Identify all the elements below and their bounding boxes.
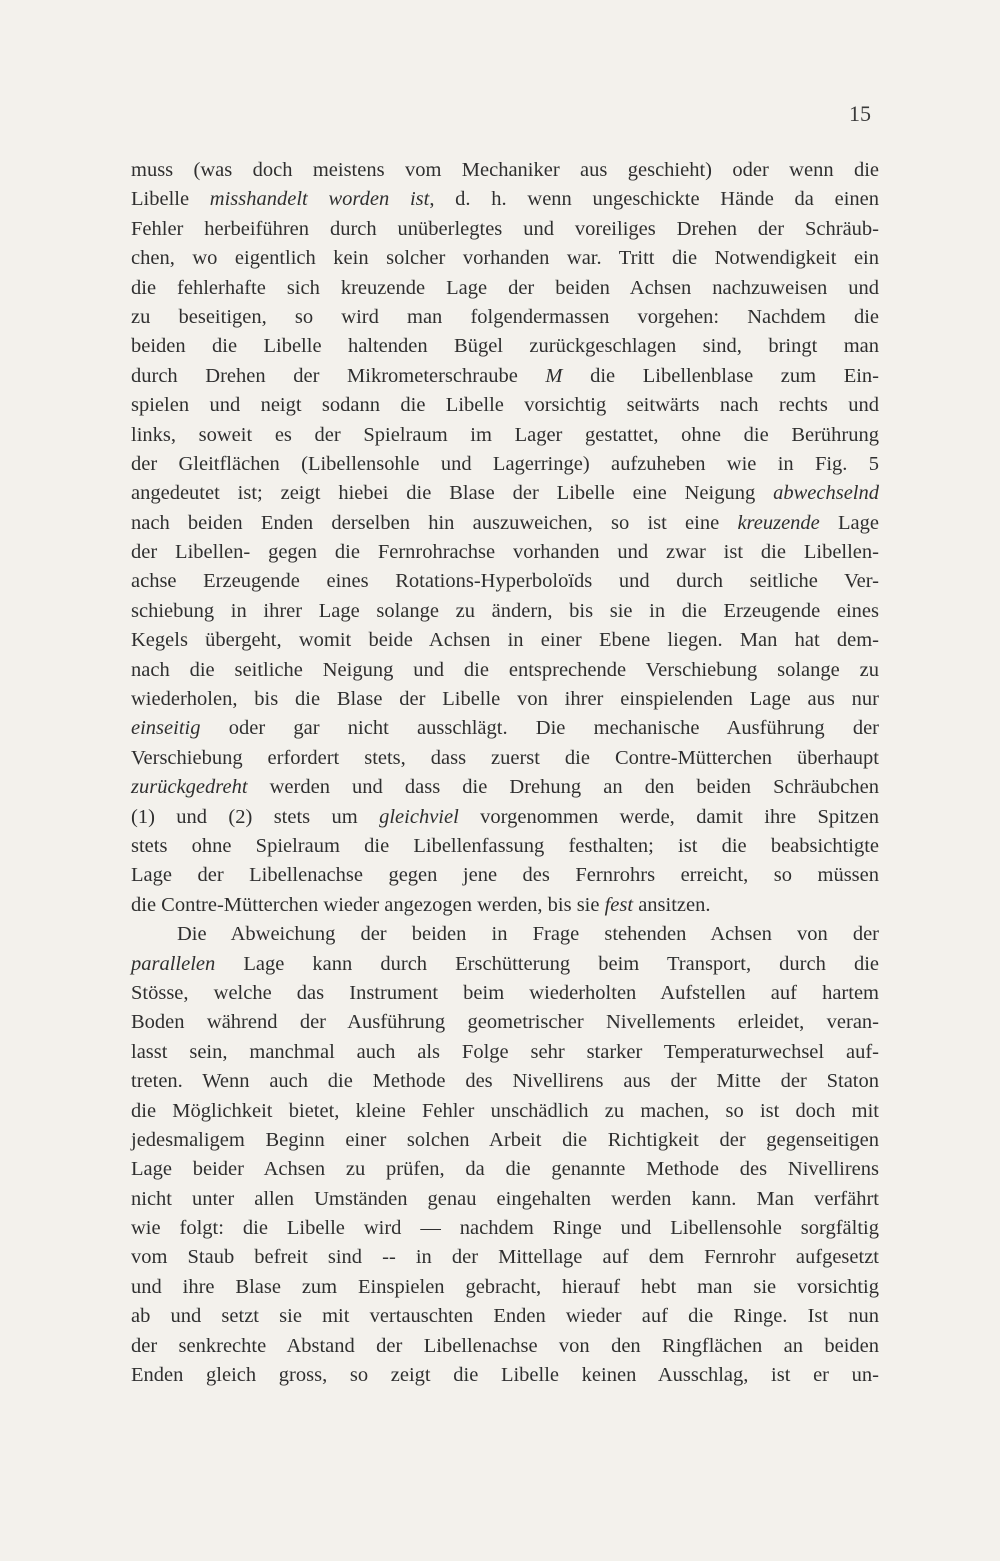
text-line	[131, 1302, 879, 1331]
text-segment: wie folgt: die Libelle wird — nachdem Ringe und Libellensohle sorgfältig	[131, 1217, 879, 1240]
text-line	[131, 1332, 879, 1361]
text-line	[131, 215, 879, 244]
text-segment: und ihre Blase zum Einspielen gebracht, hierauf hebt man sie vorsichtig	[131, 1275, 879, 1298]
text-segment: Libelle	[131, 188, 210, 211]
text-line	[131, 1361, 879, 1390]
text-line	[131, 1243, 879, 1272]
text-line	[131, 979, 879, 1008]
text-line	[131, 1273, 879, 1302]
text-segment: angedeutet ist; zeigt hiebei die Blase der Libelle eine Neigung	[131, 482, 774, 505]
italic-text: einseitig	[131, 717, 201, 740]
text-segment: , d. h. wenn ungeschickte Hände da einen	[429, 188, 879, 211]
italic-text: gleichviel	[379, 805, 459, 828]
text-segment: Die Abweichung der beiden in Frage stehenden Achsen von der	[177, 923, 879, 946]
text-segment: die fehlerhafte sich kreuzende Lage der beiden Achsen nachzuweisen und	[131, 276, 879, 299]
text-line	[131, 567, 879, 596]
text-segment: beiden die Libelle haltenden Bügel zurückgeschlagen sind, bringt man	[131, 335, 879, 358]
text-line	[131, 303, 879, 332]
text-line	[131, 685, 879, 714]
text-segment: der Gleitflächen (Libellensohle und Lagerringe) aufzuheben wie in Fig. 5	[131, 452, 879, 475]
body-text	[131, 156, 879, 1390]
text-line	[131, 832, 879, 861]
text-segment: Enden gleich gross, so zeigt die Libelle keinen Ausschlag, ist er un-	[131, 1364, 879, 1387]
text-line	[131, 538, 879, 567]
text-segment: Lage	[819, 511, 879, 534]
text-line	[131, 626, 879, 655]
text-line	[131, 421, 879, 450]
text-line	[131, 1038, 879, 1067]
text-segment: oder gar nicht ausschlägt. Die mechanische Ausführung der	[200, 717, 879, 740]
text-segment: chen, wo eigentlich kein solcher vorhanden war. Tritt die Notwendigkeit ein	[131, 247, 879, 270]
text-line	[131, 156, 879, 185]
text-line	[131, 773, 879, 802]
text-line	[131, 656, 879, 685]
text-segment: jedesmaligem Beginn einer solchen Arbeit die Richtigkeit der gegenseitigen	[131, 1128, 879, 1151]
text-line	[131, 479, 879, 508]
text-segment: durch Drehen der Mikrometerschraube	[131, 364, 546, 387]
text-segment: muss (was doch meistens vom Mechaniker aus geschieht) oder wenn die	[131, 159, 879, 181]
text-line	[131, 244, 879, 273]
text-line	[131, 1214, 879, 1243]
text-segment: treten. Wenn auch die Methode des Nivellirens aus der Mitte der Staton	[131, 1070, 879, 1093]
text-segment: achse Erzeugende eines Rotations-Hyperboloïds und durch seitliche Ver-	[131, 570, 879, 593]
text-segment: ab und setzt sie mit vertauschten Enden wieder auf die Ringe. Ist nun	[131, 1305, 879, 1328]
text-segment: schiebung in ihrer Lage solange zu ändern, bis sie in die Erzeugende eines	[131, 599, 879, 622]
text-segment: Lage beider Achsen zu prüfen, da die genannte Methode des Nivellirens	[131, 1158, 879, 1181]
text-line	[131, 274, 879, 303]
text-line	[131, 332, 879, 361]
italic-text: abwechselnd	[773, 482, 879, 505]
text-line	[131, 362, 879, 391]
text-segment: Kegels übergeht, womit beide Achsen in einer Ebene liegen. Man hat dem-	[131, 629, 879, 652]
italic-text: fest	[604, 893, 634, 916]
italic-text: M	[545, 364, 563, 387]
text-line	[131, 1008, 879, 1037]
text-line	[131, 1067, 879, 1096]
text-line	[131, 744, 879, 773]
text-line	[131, 450, 879, 479]
text-segment: die Contre-Mütterchen wieder angezogen werden, bis sie	[131, 893, 605, 916]
text-segment: nicht unter allen Umständen genau eingehalten werden kann. Man verfährt	[131, 1187, 879, 1210]
text-line	[131, 185, 879, 214]
text-segment: vom Staub befreit sind -- in der Mittellage auf dem Fernrohr aufgesetzt	[131, 1246, 879, 1269]
text-segment: lasst sein, manchmal auch als Folge sehr starker Temperaturwechsel auf-	[131, 1040, 879, 1063]
text-segment: der Libellen- gegen die Fernrohrachse vorhanden und zwar ist die Libellen-	[131, 541, 879, 564]
text-segment: wiederholen, bis die Blase der Libelle von ihrer einspielenden Lage aus nur	[131, 688, 879, 711]
text-segment: vorgenommen werde, damit ihre Spitzen	[458, 805, 879, 828]
text-segment: werden und dass die Drehung an den beiden Schräubchen	[247, 776, 879, 799]
text-segment: die Libellenblase zum Ein-	[562, 364, 879, 387]
text-line	[131, 1155, 879, 1184]
text-line	[131, 920, 879, 949]
text-segment: Fehler herbeiführen durch unüberlegtes und voreiliges Drehen der Schräub-	[131, 217, 879, 240]
text-line	[131, 891, 879, 920]
italic-text: parallelen	[131, 952, 216, 975]
text-segment: die Möglichkeit bietet, kleine Fehler unschädlich zu machen, so ist doch mit	[131, 1099, 879, 1122]
text-line	[131, 509, 879, 538]
text-segment: zu beseitigen, so wird man folgendermassen vorgehen: Nachdem die	[131, 305, 879, 328]
text-line	[131, 597, 879, 626]
text-line	[131, 391, 879, 420]
text-segment: stets ohne Spielraum die Libellenfassung festhalten; ist die beabsichtigte	[131, 834, 879, 857]
italic-text: misshandelt worden ist	[209, 188, 430, 211]
text-segment: nach die seitliche Neigung und die entsprechende Verschiebung solange zu	[131, 658, 879, 681]
text-segment: (1) und (2) stets um	[131, 805, 380, 828]
text-segment: Verschiebung erfordert stets, dass zuerst die Contre-Mütterchen überhaupt	[131, 746, 879, 769]
text-segment: Lage der Libellenachse gegen jene des Fernrohrs erreicht, so müssen	[131, 864, 879, 887]
text-segment: Stösse, welche das Instrument beim wiederholten Aufstellen auf hartem	[131, 981, 879, 1004]
page-number: 15	[849, 101, 871, 126]
text-line	[131, 1126, 879, 1155]
italic-text: zurückgedreht	[131, 776, 248, 799]
text-segment: ansitzen.	[633, 893, 711, 916]
text-segment: Boden während der Ausführung geometrischer Nivellements erleidet, veran-	[131, 1011, 879, 1034]
text-line	[131, 803, 879, 832]
text-line	[131, 1097, 879, 1126]
text-line	[131, 1185, 879, 1214]
text-segment: nach beiden Enden derselben hin auszuweichen, so ist eine	[131, 511, 738, 534]
text-segment: der senkrechte Abstand der Libellenachse von den Ringflächen an beiden	[131, 1334, 879, 1357]
text-segment: spielen und neigt sodann die Libelle vorsichtig seitwärts nach rechts und	[131, 394, 879, 417]
text-segment: Lage kann durch Erschütterung beim Transport, durch die	[215, 952, 879, 975]
text-line	[131, 714, 879, 743]
text-line	[131, 950, 879, 979]
italic-text: kreuzende	[737, 511, 820, 534]
text-segment: links, soweit es der Spielraum im Lager gestattet, ohne die Berührung	[131, 423, 879, 446]
text-line	[131, 861, 879, 890]
